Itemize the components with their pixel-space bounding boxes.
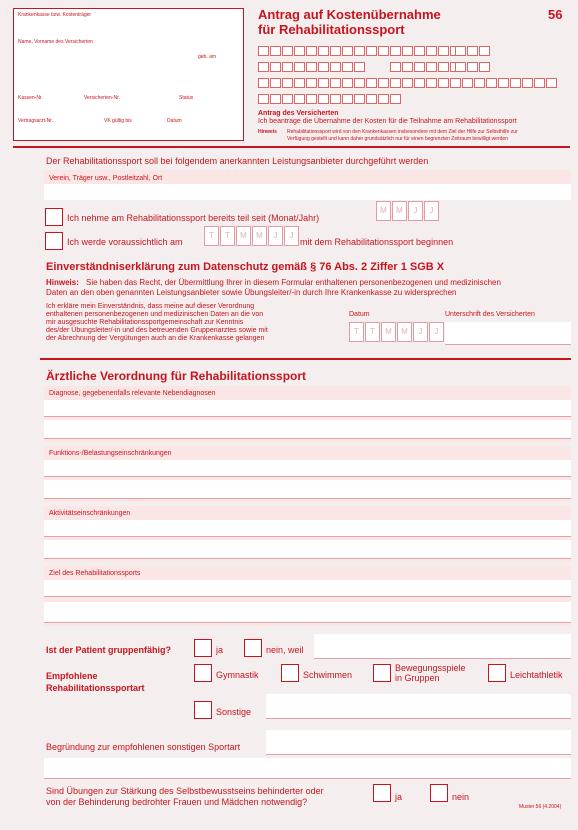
date-cell: J bbox=[284, 226, 299, 246]
insurance-info-box bbox=[13, 8, 244, 141]
anbieter-intro: Der Rehabilitationssport soll bei folgendem anerkannten Leistungsanbieter durchgeführt werden bbox=[46, 156, 429, 166]
anbieter-field-label: Verein, Träger usw., Postleitzahl, Ort bbox=[49, 175, 163, 182]
date-cell: M bbox=[397, 322, 412, 342]
antrag-text: Ich beantrage die Übernahme der Kosten für die Teilnahme am Rehabilitationssport bbox=[258, 118, 517, 125]
gruppenfaehig-nein-label: nein, weil bbox=[266, 645, 304, 655]
aktivitaet-field[interactable] bbox=[44, 506, 571, 562]
start-date-checkbox[interactable] bbox=[45, 232, 63, 250]
stamp-cells-row4 bbox=[258, 94, 402, 104]
hinweis-text-2: Verfügung gestellt und kann daher grundsätzlich nur für einen begrenzten Zeitraum bewilligt werden bbox=[287, 136, 508, 142]
krankenkasse-label: Krankenkasse bzw. Kostenträger bbox=[18, 12, 92, 18]
muster-label: Muster 56 (4.2004) bbox=[519, 804, 562, 810]
gymnastik-label: Gymnastik bbox=[216, 670, 259, 680]
funktions-field[interactable] bbox=[44, 446, 571, 502]
uebungen-nein-label: nein bbox=[452, 792, 470, 802]
diagnose-field[interactable] bbox=[44, 386, 571, 442]
date-cell: J bbox=[424, 201, 439, 221]
form-title-line2: für Rehabilitationssport bbox=[258, 22, 405, 37]
date-cell: M bbox=[376, 201, 391, 221]
gruppenfaehig-label: Ist der Patient gruppenfähig? bbox=[46, 645, 172, 655]
gruppenfaehig-ja-checkbox[interactable] bbox=[194, 639, 212, 657]
sonstige-field[interactable] bbox=[266, 694, 571, 719]
stamp-cells-row2b bbox=[390, 62, 462, 72]
already-since-date-cells[interactable] bbox=[376, 201, 440, 221]
datenschutz-hinweis-label: Hinweis: bbox=[46, 278, 79, 287]
bewegungsspiele-checkbox[interactable] bbox=[373, 664, 391, 682]
already-participating-label: Ich nehme am Rehabilitationssport bereits teil seit (Monat/Jahr) bbox=[67, 213, 320, 223]
versicherten-nr-label: Versicherten-Nr. bbox=[84, 95, 120, 101]
status-label: Status bbox=[179, 95, 194, 101]
gruppenfaehig-reason-field[interactable] bbox=[314, 634, 571, 659]
date-cell: M bbox=[236, 226, 251, 246]
date-cell: J bbox=[408, 201, 423, 221]
consent-text-4: des/der Übungsleiter/-in und des betreuenden Gruppenarztes sowie mit bbox=[46, 327, 268, 334]
leichtathletik-checkbox[interactable] bbox=[488, 664, 506, 682]
vertragsarzt-label: Vertragsarzt-Nr. bbox=[18, 118, 54, 124]
kassen-nr-label: Kassen-Nr. bbox=[18, 95, 43, 101]
uebungen-ja-label: ja bbox=[395, 792, 403, 802]
uebungen-text-1: Sind Übungen zur Stärkung des Selbstbewusstseins behinderter oder bbox=[46, 786, 324, 796]
hinweis-text-1: Rehabilitationssport wird von den Krankenkassen insbesondere mit dem Ziel der Hilfe zur Selbsthilfe zur bbox=[287, 129, 518, 135]
diagnose-label: Diagnose, gegebenenfalls relevante Nebendiagnosen bbox=[49, 390, 216, 397]
signature-label: Unterschrift des Versicherten bbox=[445, 311, 535, 318]
geb-label: geb. am bbox=[198, 54, 217, 60]
ziel-label: Ziel des Rehabilitationssports bbox=[49, 570, 141, 577]
divider-top bbox=[13, 146, 570, 148]
consent-date-cells[interactable] bbox=[349, 322, 445, 342]
date-cell: J bbox=[268, 226, 283, 246]
empfohlen-label-2: Rehabilitationssportart bbox=[46, 683, 145, 693]
stamp-cells-row2c bbox=[455, 62, 491, 72]
stamp-cells-row1b bbox=[390, 46, 462, 56]
bewegungsspiele-label-1: Bewegungsspiele bbox=[395, 663, 466, 673]
uebungen-text-2: von der Behinderung bedrohter Frauen und Mädchen notwendig? bbox=[46, 797, 308, 807]
datenschutz-heading: Einverständniserklärung zum Datenschutz gemäß § 76 Abs. 2 Ziffer 1 SGB X bbox=[46, 261, 445, 273]
funktions-label: Funktions-/Belastungseinschränkungen bbox=[49, 450, 172, 457]
verordnung-heading: Ärztliche Verordnung für Rehabilitationssport bbox=[46, 369, 307, 383]
gruppenfaehig-nein-checkbox[interactable] bbox=[244, 639, 262, 657]
form-number: 56 bbox=[548, 7, 563, 22]
consent-text-1: Ich erkläre mein Einverständnis, dass meine auf dieser Verordnung bbox=[46, 303, 255, 310]
stamp-cells-row2 bbox=[258, 62, 366, 72]
date-cell: M bbox=[381, 322, 396, 342]
vk-label: VK gültig bis bbox=[104, 118, 132, 124]
datenschutz-hinweis-2: Daten an den oben genannten Leistungsanbieter sowie Übungsleiter/-in durch Ihre Krankenkasse zu widersprechen bbox=[46, 288, 457, 297]
antrag-heading: Antrag des Versicherten bbox=[258, 110, 339, 117]
bewegungsspiele-label-2: in Gruppen bbox=[395, 673, 440, 683]
name-label: Name, Vorname des Versicherten bbox=[18, 39, 93, 45]
consent-text-2: enthaltenen personenbezogenen und medizinischen Daten an die von bbox=[46, 311, 264, 318]
uebungen-nein-checkbox[interactable] bbox=[430, 784, 448, 802]
hinweis-label: Hinweis bbox=[258, 129, 277, 135]
anbieter-field[interactable] bbox=[44, 170, 571, 200]
date-cell: T bbox=[365, 322, 380, 342]
signature-field[interactable] bbox=[445, 322, 571, 345]
sonstige-checkbox[interactable] bbox=[194, 701, 212, 719]
stamp-cells-row1c bbox=[455, 46, 491, 56]
start-date-suffix: mit dem Rehabilitationssport beginnen bbox=[300, 237, 454, 247]
date-cell: M bbox=[392, 201, 407, 221]
sonstige-label: Sonstige bbox=[216, 707, 252, 717]
schwimmen-checkbox[interactable] bbox=[281, 664, 299, 682]
ziel-field[interactable] bbox=[44, 566, 571, 626]
schwimmen-label: Schwimmen bbox=[303, 670, 353, 680]
date-cell: T bbox=[349, 322, 364, 342]
date-cell: M bbox=[252, 226, 267, 246]
consent-text-3: mir ausgesuchte Rehabilitationssportgemeinschaft zur Kenntnis bbox=[46, 319, 244, 326]
form-title-line1: Antrag auf Kostenübernahme bbox=[258, 7, 441, 22]
gruppenfaehig-ja-label: ja bbox=[216, 645, 224, 655]
gymnastik-checkbox[interactable] bbox=[194, 664, 212, 682]
empfohlen-label-1: Empfohlene bbox=[46, 671, 98, 681]
start-date-cells[interactable] bbox=[204, 226, 300, 246]
date-cell: J bbox=[429, 322, 444, 342]
already-participating-checkbox[interactable] bbox=[45, 208, 63, 226]
uebungen-ja-checkbox[interactable] bbox=[373, 784, 391, 802]
stamp-cells-row3 bbox=[258, 78, 558, 88]
date-cell: T bbox=[220, 226, 235, 246]
divider-mid bbox=[40, 358, 571, 360]
consent-text-5: der Abrechnung der Vergütungen auch an die Krankenkasse gelangen bbox=[46, 335, 265, 342]
leichtathletik-label: Leichtathletik bbox=[510, 670, 563, 680]
consent-datum-label: Datum bbox=[349, 311, 370, 318]
aktivitaet-label: Aktivitätseinschränkungen bbox=[49, 510, 131, 517]
begruendung-label: Begründung zur empfohlenen sonstigen Sportart bbox=[46, 742, 241, 752]
datum-label: Datum bbox=[167, 118, 182, 124]
date-cell: T bbox=[204, 226, 219, 246]
date-cell: J bbox=[413, 322, 428, 342]
begruendung-field-2[interactable] bbox=[44, 758, 571, 779]
datenschutz-hinweis-1: Sie haben das Recht, der Übermittlung Ihrer in diesem Formular enthaltenen personenbezogenen und medizinischen bbox=[86, 278, 501, 287]
start-date-label: Ich werde voraussichtlich am bbox=[67, 237, 183, 247]
begruendung-field[interactable] bbox=[266, 730, 571, 755]
